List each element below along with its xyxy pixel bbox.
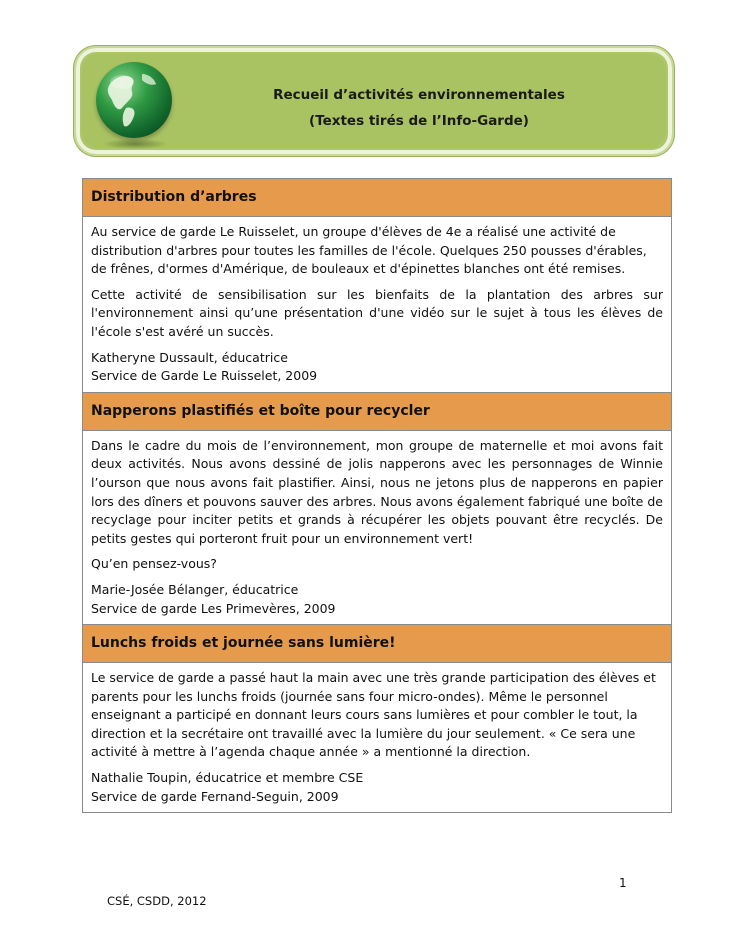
paragraph: Dans le cadre du mois de l’environnement, mon groupe de maternelle et moi avons fait deux activités. Nous avons dessiné de jolis napperons avec les personnages de Winnie l’ourson que nous avons fait plastifier. Ainsi, nous ne jetons plus de napperons en papier lors des dîners et pouvons sauver des arbres. Nous avons également fabriqué une boîte de recyclage pour inciter petits et grands à récupérer les objets pouvant être recyclés. De petits gestes qui porteront fruit pour un environnement vert! xyxy=(91,437,663,546)
header-banner xyxy=(74,46,674,156)
section-heading-lunches: Lunchs froids et journée sans lumière! xyxy=(83,625,671,663)
section-body-trees xyxy=(83,217,671,393)
section-body-lunches xyxy=(83,663,671,812)
organization: Service de garde Fernand-Seguin, 2009 xyxy=(91,788,339,804)
section-heading-trees: Distribution d’arbres xyxy=(83,179,671,217)
section-body-placemats xyxy=(83,431,671,625)
signature xyxy=(91,581,663,618)
organization: Service de garde Les Primevères, 2009 xyxy=(91,600,336,616)
signature xyxy=(91,769,663,806)
signature xyxy=(91,349,663,386)
activities-table xyxy=(82,178,672,813)
title-line-1: Recueil d’activités environnementales xyxy=(273,87,565,103)
globe-icon xyxy=(96,62,172,138)
paragraph: Qu’en pensez-vous? xyxy=(91,556,217,572)
footer-text: CSÉ, CSDD, 2012 xyxy=(107,894,207,908)
globe-shadow xyxy=(104,139,166,149)
banner-panel xyxy=(82,54,666,148)
organization: Service de Garde Le Ruisselet, 2009 xyxy=(91,368,318,384)
author: Marie-Josée Bélanger, éducatrice xyxy=(91,581,299,597)
author: Katheryne Dussault, éducatrice xyxy=(91,349,288,365)
author: Nathalie Toupin, éducatrice et membre CSE xyxy=(91,770,364,786)
paragraph: Le service de garde a passé haut la main avec une très grande participation des élèves et parents pour les lunchs froids (journée sans four micro-ondes). Même le personnel enseignant a participé en donnant leurs cours sans lumières et pour combler le tout, la direction et la secrétaire ont travaillé avec la lumière du jour seulement. « Ce sera une activité à mettre à l’agenda chaque année » a mentionné la direction. xyxy=(91,670,656,760)
paragraph: Cette activité de sensibilisation sur les bienfaits de la plantation des arbres sur l'environnement ainsi qu’une présentation d'une vidéo sur le sujet à tous les élèves de l'école s'est avéré un succès. xyxy=(91,286,663,339)
title-line-2: (Textes tirés de l’Info-Garde) xyxy=(309,113,529,129)
section-heading-placemats: Napperons plastifiés et boîte pour recycler xyxy=(83,393,671,431)
paragraph: Au service de garde Le Ruisselet, un groupe d'élèves de 4e a réalisé une activité de distribution d'arbres pour toutes les familles de l'école. Quelques 250 pousses d'érables, de frênes, d'ormes d'Amérique, de bouleaux et d'épinettes blanches ont été remises. xyxy=(91,224,647,277)
page-number: 1 xyxy=(619,876,627,890)
document-title xyxy=(182,82,656,134)
